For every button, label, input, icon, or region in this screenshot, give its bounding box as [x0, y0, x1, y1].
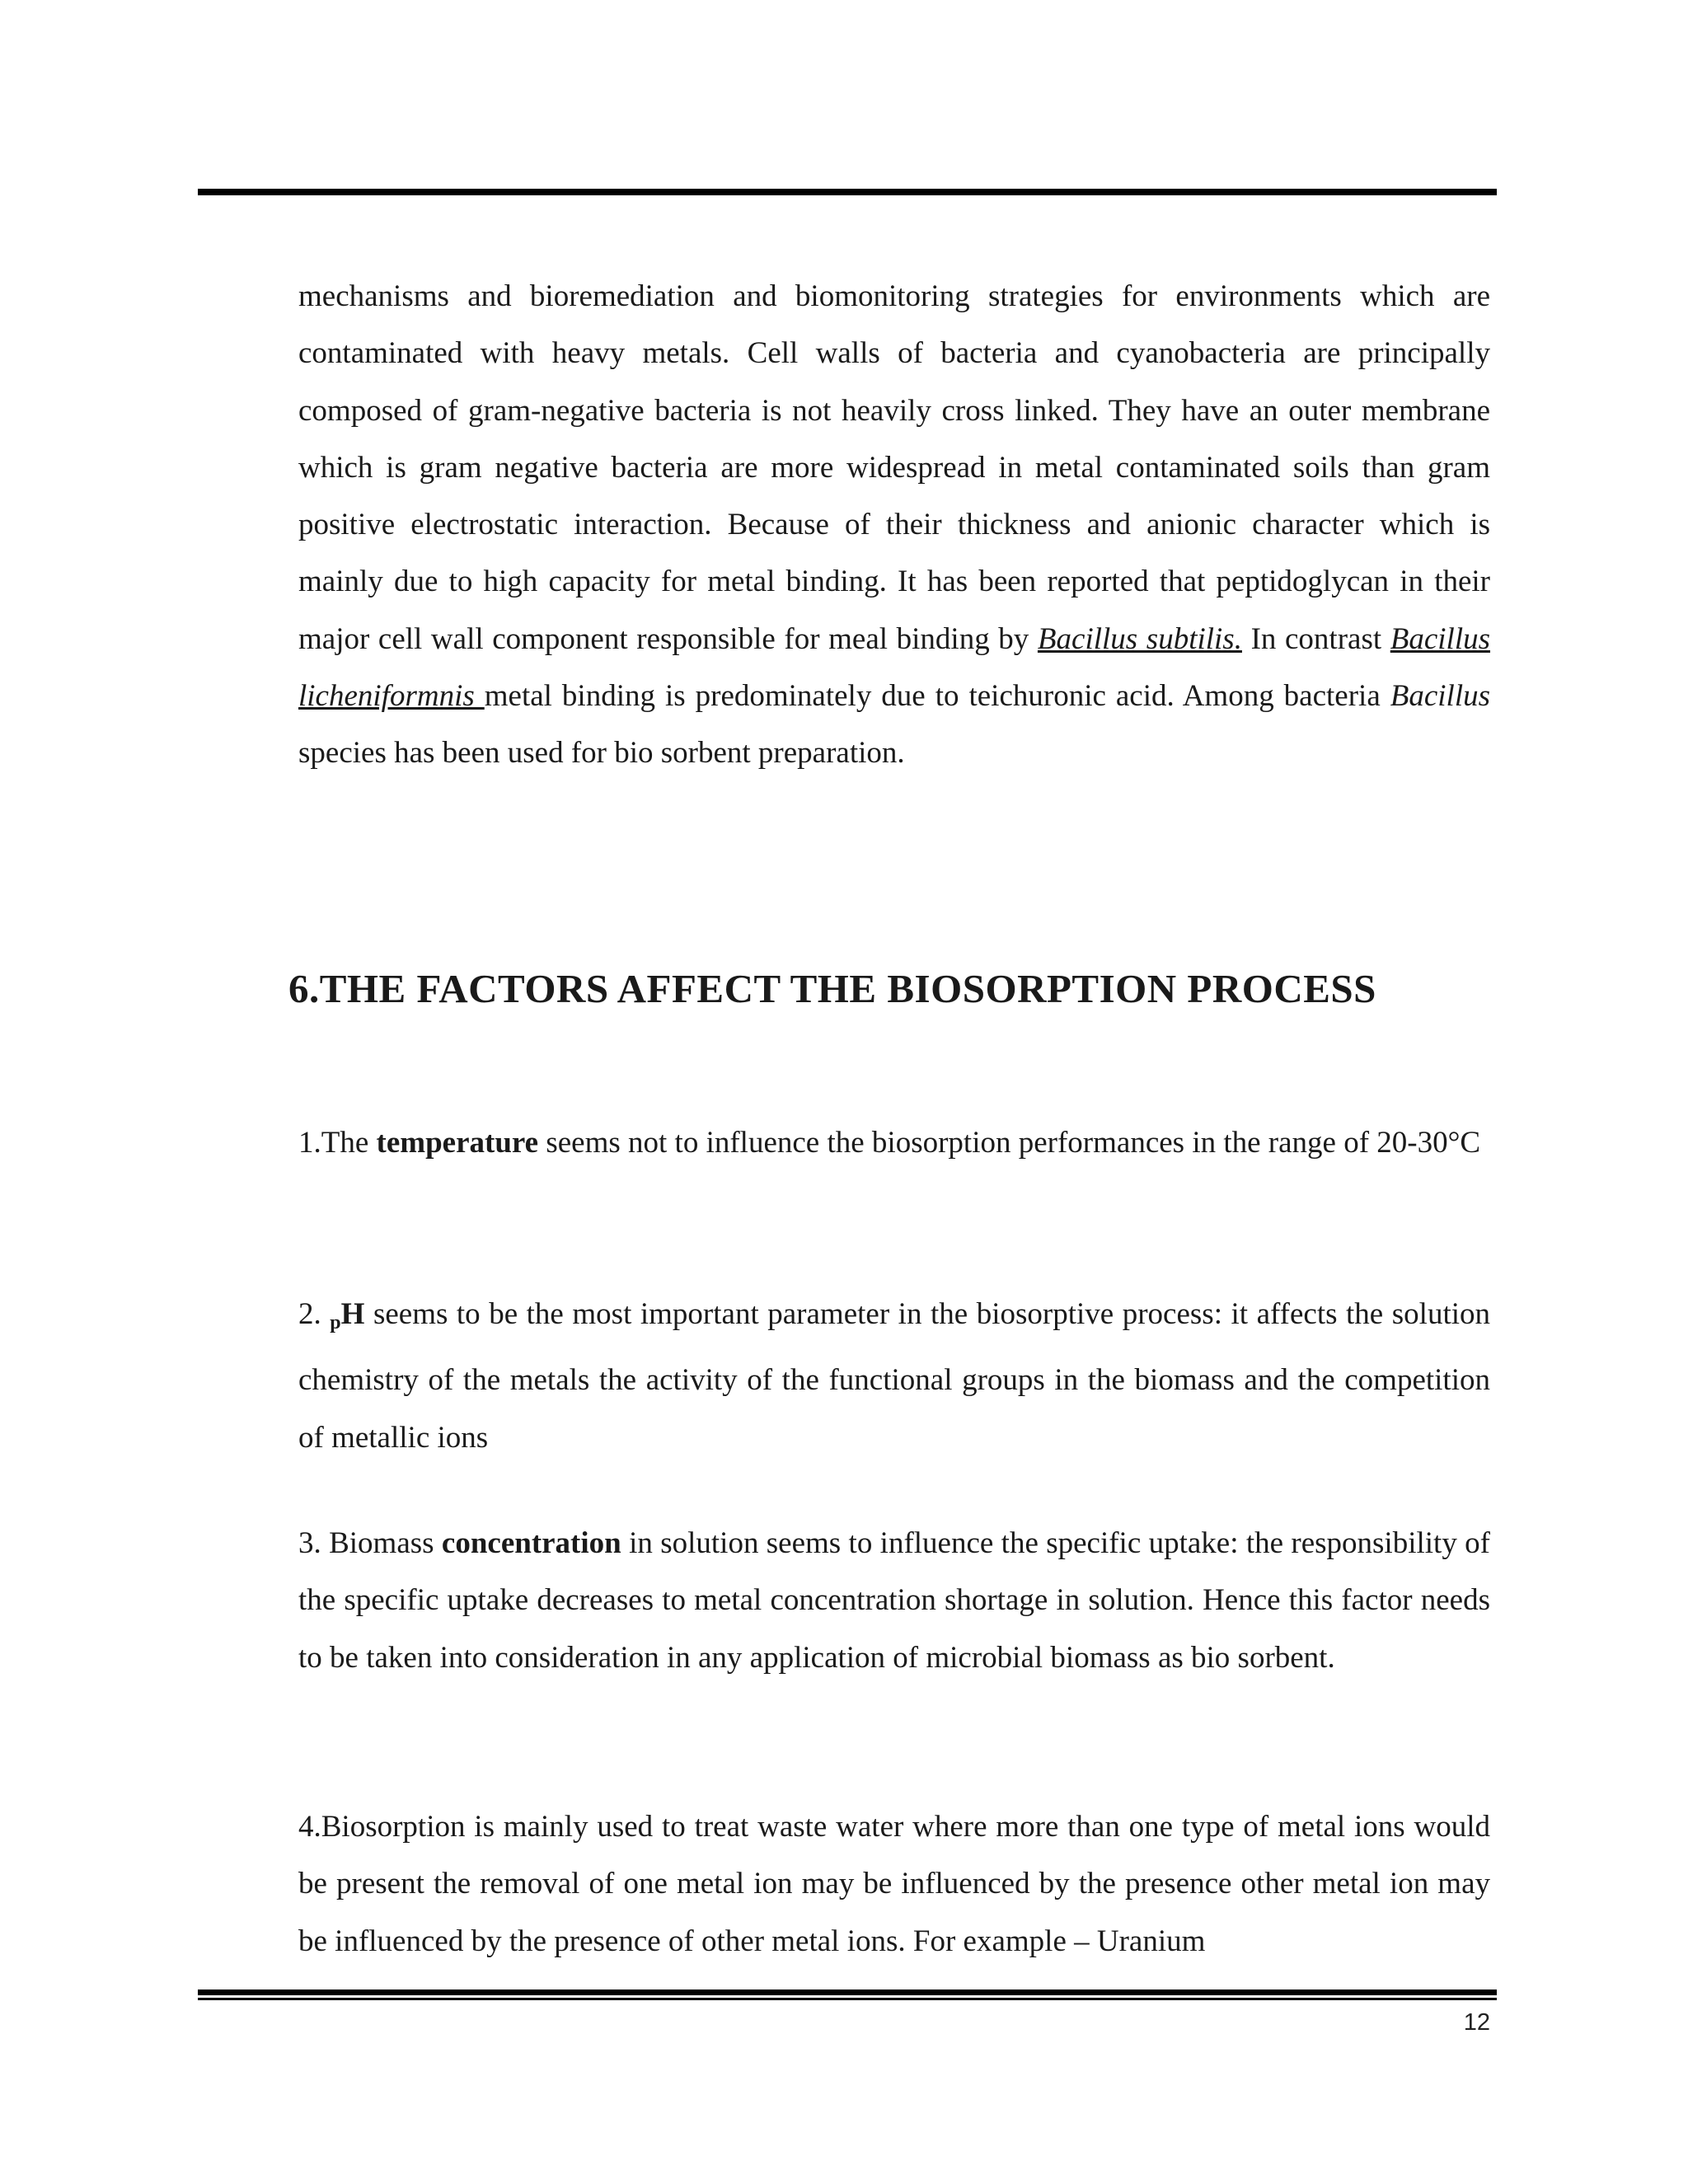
- factor-2-subscript: p: [330, 1312, 341, 1333]
- species-licheniformnis: licheniformnis: [298, 679, 485, 714]
- intro-paragraph: [298, 268, 1490, 782]
- footer-rule-thick: [198, 1990, 1497, 1995]
- section-heading: 6.THE FACTORS AFFECT THE BIOSORPTION PROCESS: [288, 966, 1376, 1011]
- species-bacillus-2: Bacillus: [1390, 679, 1490, 714]
- factor-2-text: seems to be the most important parameter in the biosorptive process: it affects the solution chemistry of the metals the activity of the functional groups in the biomass and the competition of metallic ions: [298, 1297, 1490, 1455]
- header-rule: [198, 189, 1497, 195]
- factor-1-text: seems not to influence the biosorption performances in the range of 20-30°C: [538, 1126, 1481, 1160]
- factor-3-prefix: 3. Biomass: [298, 1526, 442, 1560]
- factor-2-prefix: 2.: [298, 1297, 331, 1331]
- factor-1-prefix: 1.The: [298, 1126, 377, 1160]
- factor-3-text: in solution seems to influence the specific uptake: the responsibility of the specific uptake decreases to metal concentration shortage in solution. Hence this factor needs to be taken into consideration in any application of microbial biomass as bio sorbent.: [298, 1526, 1490, 1675]
- factor-concentration: [298, 1515, 1490, 1686]
- species-bacillus-subtilis: Bacillus subtilis.: [1037, 621, 1242, 656]
- intro-text-1: mechanisms and bioremediation and biomonitoring strategies for environments which are contaminated with heavy metals. Cell walls of bacteria and cyanobacteria are principally composed of gram-negative bacteria is not heavily cross linked. They have an outer membrane which is gram negative bacteria are more widespread in metal contaminated soils than gram positive electrostatic interaction. Because of their thickness and anionic character which is mainly due to high capacity for metal binding. It has been reported that peptidoglycan in their major cell wall component responsible for meal binding by: [298, 279, 1490, 656]
- species-bacillus: Bacillus: [1390, 621, 1491, 656]
- intro-text-5: species has been used for bio sorbent preparation.: [298, 736, 905, 771]
- page-number: 12: [1463, 2009, 1490, 2036]
- factor-temperature: [298, 1114, 1490, 1171]
- intro-text-2: In contrast: [1241, 621, 1390, 656]
- factor-2-keyword: H: [340, 1297, 365, 1331]
- factor-1-keyword: temperature: [376, 1126, 539, 1160]
- intro-text-4: metal binding is predominately due to teichuronic acid. Among bacteria: [484, 679, 1390, 714]
- factor-ph: [298, 1286, 1490, 1466]
- factor-3-keyword: concentration: [441, 1526, 621, 1560]
- footer-rule-thin: [198, 1998, 1497, 2000]
- factor-multi-metal: 4.Biosorption is mainly used to treat waste water where more than one type of metal ions would be present the removal of one metal ion may be influenced by the presence other metal ion may be influenced by the presence of other metal ions. For example – Uranium: [298, 1810, 1490, 1958]
